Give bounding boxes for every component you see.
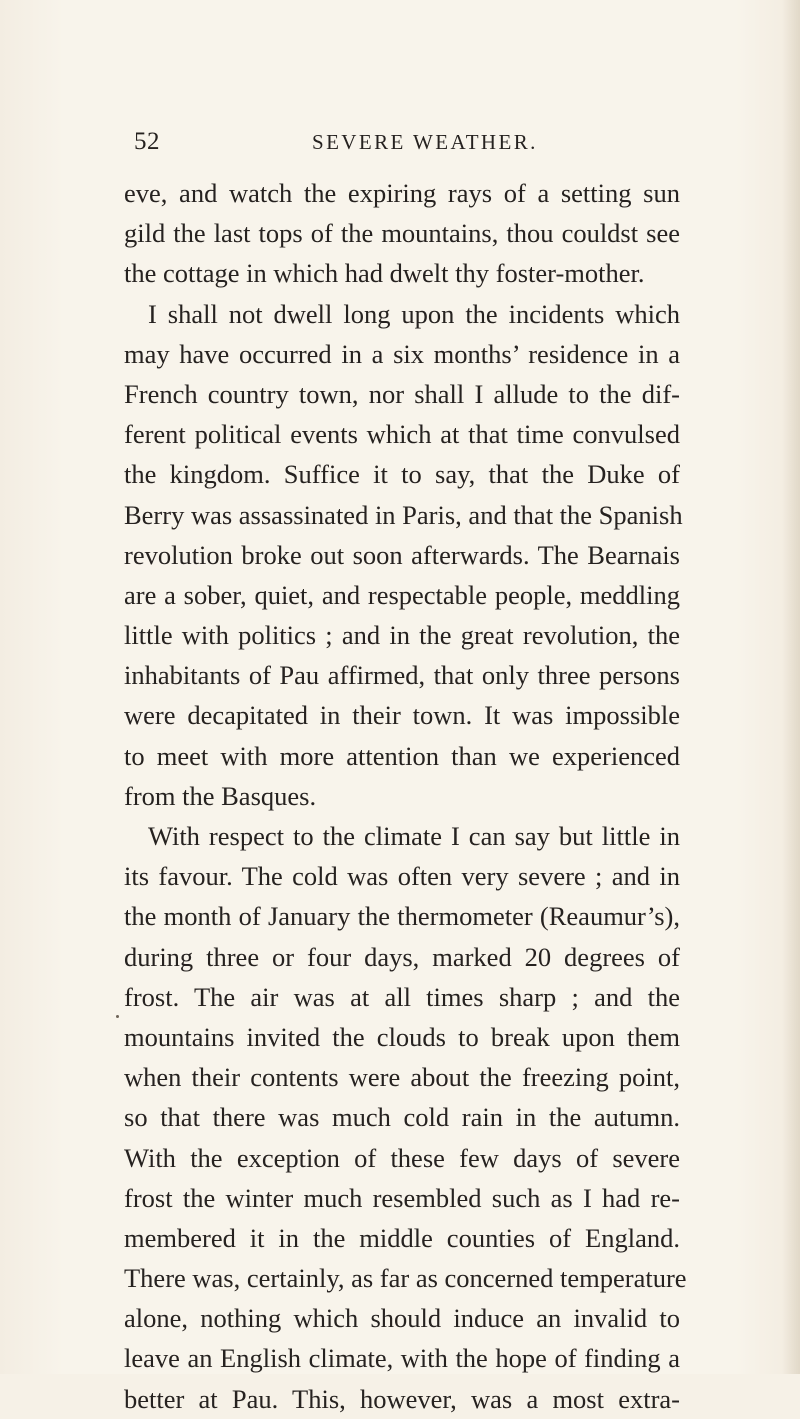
text-line: the cottage in which had dwelt thy foster-mother. bbox=[124, 258, 645, 289]
text-line: frost the winter much resembled such as I had re- bbox=[124, 1182, 680, 1213]
text-line: With the exception of these few days of severe bbox=[124, 1142, 680, 1173]
body-text bbox=[124, 173, 687, 1419]
text-line: from the Basques. bbox=[124, 780, 317, 811]
page-header bbox=[134, 128, 674, 158]
page-number: 52 bbox=[134, 128, 160, 155]
text-line: when their contents were about the freezing point, bbox=[124, 1062, 680, 1093]
text-line: are a sober, quiet, and respectable people, meddling bbox=[124, 579, 680, 610]
text-line: French country town, nor shall I allude to the dif- bbox=[124, 378, 680, 409]
text-line: little with politics ; and in the great revolution, the bbox=[124, 620, 680, 651]
text-line: With respect to the climate I can say but little in bbox=[148, 821, 680, 851]
text-line: better at Pau. This, however, was a most extra- bbox=[124, 1383, 680, 1414]
running-head: SEVERE WEATHER. bbox=[312, 130, 538, 154]
text-line: so that there was much cold rain in the autumn. bbox=[124, 1102, 680, 1133]
text-line: during three or four days, marked 20 degrees of bbox=[124, 941, 680, 972]
text-line: eve, and watch the expiring rays of a setting sun bbox=[124, 178, 680, 208]
text-line: the kingdom. Suffice it to say, that the Duke of bbox=[124, 459, 680, 490]
text-line: to meet with more attention than we experienced bbox=[124, 740, 680, 771]
ink-speck bbox=[116, 1015, 119, 1018]
text-line: leave an English climate, with the hope of finding a bbox=[124, 1343, 680, 1374]
text-line: ferent political events which at that time convulsed bbox=[124, 419, 680, 450]
text-line: mountains invited the clouds to break upon them bbox=[124, 1021, 680, 1052]
text-line: I shall not dwell long upon the incidents which bbox=[148, 298, 680, 329]
text-line: frost. The air was at all times sharp ; and the bbox=[124, 981, 680, 1012]
text-line: its favour. The cold was often very severe ; and in bbox=[124, 861, 680, 892]
text-line: inhabitants of Pau affirmed, that only three persons bbox=[124, 660, 680, 691]
page-edge-shadow bbox=[782, 0, 800, 1374]
text-line: There was, certainly, as far as concerned temperature bbox=[124, 1263, 687, 1294]
text-line: Berry was assassinated in Paris, and that the Spanish bbox=[124, 499, 683, 530]
text-line: were decapitated in their town. It was impossible bbox=[124, 700, 680, 731]
text-line: the month of January the thermometer (Reaumur’s), bbox=[124, 901, 680, 932]
text-line: membered it in the middle counties of England. bbox=[124, 1222, 680, 1253]
text-line: revolution broke out soon afterwards. The Bearnais bbox=[124, 539, 680, 570]
text-line: alone, nothing which should induce an invalid to bbox=[124, 1303, 680, 1334]
text-line: gild the last tops of the mountains, thou couldst see bbox=[124, 218, 680, 249]
text-line: may have occurred in a six months’ residence in a bbox=[124, 338, 680, 369]
